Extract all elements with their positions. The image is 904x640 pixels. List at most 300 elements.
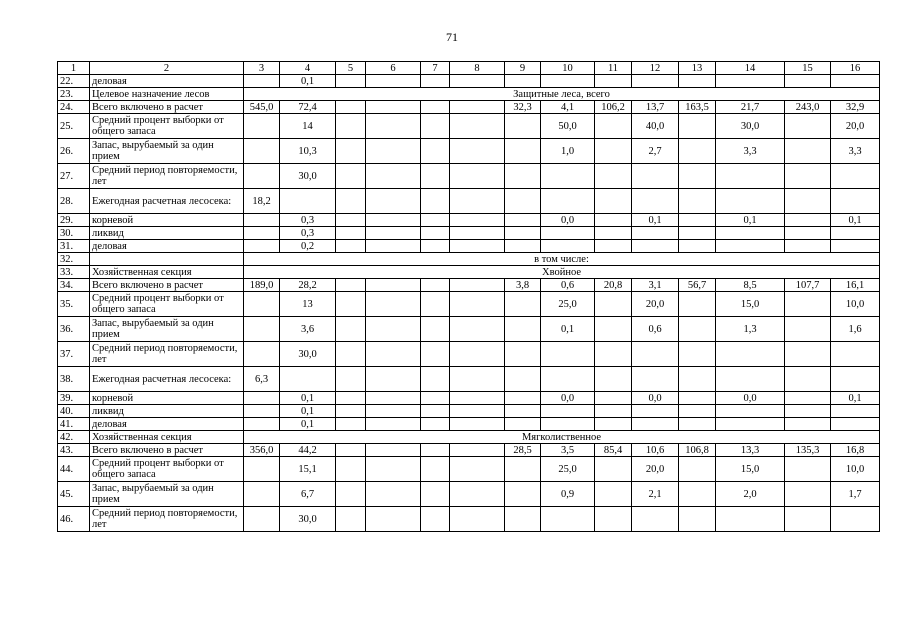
table-cell bbox=[421, 292, 450, 317]
table-cell: 20,0 bbox=[632, 457, 679, 482]
table-cell bbox=[336, 482, 366, 507]
row-label: Запас, вырубаемый за один прием bbox=[90, 139, 244, 164]
column-header: 1 bbox=[58, 62, 90, 75]
table-cell bbox=[421, 507, 450, 532]
table-row bbox=[58, 431, 880, 444]
row-label: Хозяйственная секция bbox=[90, 431, 244, 444]
table-cell bbox=[244, 392, 280, 405]
section-heading: Защитные леса, всего bbox=[244, 88, 880, 101]
table-cell bbox=[336, 114, 366, 139]
table-cell bbox=[541, 164, 595, 189]
row-label: Целевое назначение лесов bbox=[90, 88, 244, 101]
table-cell bbox=[595, 482, 632, 507]
table-cell bbox=[716, 507, 785, 532]
table-cell bbox=[785, 114, 831, 139]
table-cell: 1,3 bbox=[716, 317, 785, 342]
row-label bbox=[90, 253, 244, 266]
table-cell: 0,3 bbox=[280, 214, 336, 227]
table-cell bbox=[595, 317, 632, 342]
table-cell bbox=[541, 75, 595, 88]
table-cell: 3,3 bbox=[716, 139, 785, 164]
table-cell bbox=[336, 457, 366, 482]
table-cell bbox=[831, 240, 880, 253]
table-cell: 20,8 bbox=[595, 279, 632, 292]
table-cell: 0,0 bbox=[541, 214, 595, 227]
table-cell bbox=[336, 392, 366, 405]
table-cell bbox=[336, 405, 366, 418]
table-cell bbox=[450, 482, 505, 507]
table-cell bbox=[336, 164, 366, 189]
table-cell bbox=[244, 317, 280, 342]
table-cell bbox=[505, 114, 541, 139]
table-cell bbox=[421, 75, 450, 88]
table-cell bbox=[505, 342, 541, 367]
table-cell bbox=[505, 507, 541, 532]
row-number: 38. bbox=[58, 367, 90, 392]
table-cell bbox=[785, 292, 831, 317]
table-cell bbox=[679, 75, 716, 88]
column-header: 2 bbox=[90, 62, 244, 75]
table-cell bbox=[244, 75, 280, 88]
table-cell bbox=[716, 418, 785, 431]
table-cell: 21,7 bbox=[716, 101, 785, 114]
table-cell bbox=[336, 444, 366, 457]
table-cell bbox=[505, 139, 541, 164]
table-cell bbox=[541, 507, 595, 532]
table-cell bbox=[421, 444, 450, 457]
row-number: 31. bbox=[58, 240, 90, 253]
table-cell bbox=[244, 227, 280, 240]
table-cell bbox=[450, 457, 505, 482]
table-cell bbox=[366, 214, 421, 227]
row-number: 39. bbox=[58, 392, 90, 405]
table-cell bbox=[632, 342, 679, 367]
row-number: 45. bbox=[58, 482, 90, 507]
table-cell bbox=[450, 114, 505, 139]
table-cell bbox=[450, 342, 505, 367]
section-heading: в том числе: bbox=[244, 253, 880, 266]
table-row bbox=[58, 392, 880, 405]
row-label: Средний период повторяемости, лет bbox=[90, 342, 244, 367]
table-cell: 0,0 bbox=[541, 392, 595, 405]
table-cell: 25,0 bbox=[541, 292, 595, 317]
table-cell: 6,7 bbox=[280, 482, 336, 507]
table-cell bbox=[366, 139, 421, 164]
section-heading: Мягколиственное bbox=[244, 431, 880, 444]
column-header: 9 bbox=[505, 62, 541, 75]
column-header: 15 bbox=[785, 62, 831, 75]
table-cell: 15,0 bbox=[716, 457, 785, 482]
row-label: деловая bbox=[90, 418, 244, 431]
table-cell: 56,7 bbox=[679, 279, 716, 292]
table-cell bbox=[785, 342, 831, 367]
table-cell bbox=[785, 240, 831, 253]
table-cell bbox=[421, 418, 450, 431]
row-label: Ежегодная расчетная лесосека: bbox=[90, 189, 244, 214]
row-number: 42. bbox=[58, 431, 90, 444]
table-cell bbox=[632, 240, 679, 253]
row-number: 28. bbox=[58, 189, 90, 214]
row-number: 36. bbox=[58, 317, 90, 342]
table-cell bbox=[244, 214, 280, 227]
table-cell: 10,0 bbox=[831, 457, 880, 482]
table-cell bbox=[716, 227, 785, 240]
table-cell: 13,7 bbox=[632, 101, 679, 114]
row-number: 22. bbox=[58, 75, 90, 88]
table-cell bbox=[831, 189, 880, 214]
table-cell: 16,1 bbox=[831, 279, 880, 292]
table-cell bbox=[421, 342, 450, 367]
table-cell bbox=[505, 164, 541, 189]
table-cell bbox=[244, 457, 280, 482]
table-cell bbox=[421, 227, 450, 240]
table-cell: 6,3 bbox=[244, 367, 280, 392]
table-cell bbox=[679, 189, 716, 214]
row-label: деловая bbox=[90, 240, 244, 253]
table-cell bbox=[366, 164, 421, 189]
row-label: корневой bbox=[90, 392, 244, 405]
table-cell bbox=[450, 214, 505, 227]
table-cell: 85,4 bbox=[595, 444, 632, 457]
table-row bbox=[58, 266, 880, 279]
row-label: Средний период повторяемости, лет bbox=[90, 507, 244, 532]
table-cell bbox=[336, 367, 366, 392]
row-number: 27. bbox=[58, 164, 90, 189]
table-row bbox=[58, 292, 880, 317]
table-cell: 0,1 bbox=[716, 214, 785, 227]
table-cell bbox=[244, 418, 280, 431]
table-cell bbox=[366, 189, 421, 214]
row-number: 29. bbox=[58, 214, 90, 227]
table-cell: 20,0 bbox=[831, 114, 880, 139]
table-cell: 15,1 bbox=[280, 457, 336, 482]
table-cell bbox=[595, 457, 632, 482]
table-cell bbox=[421, 405, 450, 418]
table-cell bbox=[716, 75, 785, 88]
table-cell bbox=[244, 292, 280, 317]
row-number: 34. bbox=[58, 279, 90, 292]
table-cell bbox=[421, 240, 450, 253]
table-cell: 356,0 bbox=[244, 444, 280, 457]
table-cell: 30,0 bbox=[716, 114, 785, 139]
table-cell bbox=[831, 164, 880, 189]
table-cell: 0,1 bbox=[632, 214, 679, 227]
table-cell bbox=[280, 367, 336, 392]
table-cell bbox=[716, 164, 785, 189]
table-cell bbox=[421, 114, 450, 139]
table-cell: 2,7 bbox=[632, 139, 679, 164]
table-cell bbox=[632, 75, 679, 88]
table-row bbox=[58, 482, 880, 507]
table-cell bbox=[366, 101, 421, 114]
table-row bbox=[58, 342, 880, 367]
table-cell bbox=[716, 189, 785, 214]
table-row bbox=[58, 418, 880, 431]
row-label: Запас, вырубаемый за один прием bbox=[90, 317, 244, 342]
table-cell bbox=[505, 405, 541, 418]
table-cell: 30,0 bbox=[280, 342, 336, 367]
table-cell bbox=[785, 164, 831, 189]
table-cell bbox=[366, 342, 421, 367]
table-cell bbox=[679, 227, 716, 240]
row-label: деловая bbox=[90, 75, 244, 88]
row-label: ликвид bbox=[90, 227, 244, 240]
table-cell bbox=[679, 114, 716, 139]
table-cell bbox=[541, 418, 595, 431]
table-cell bbox=[366, 418, 421, 431]
table-cell: 0,1 bbox=[541, 317, 595, 342]
table-cell: 106,2 bbox=[595, 101, 632, 114]
table-cell bbox=[716, 240, 785, 253]
table-cell: 1,6 bbox=[831, 317, 880, 342]
row-number: 33. bbox=[58, 266, 90, 279]
table-cell: 0,9 bbox=[541, 482, 595, 507]
table-cell bbox=[366, 405, 421, 418]
table-cell bbox=[450, 240, 505, 253]
table-cell: 10,6 bbox=[632, 444, 679, 457]
table-cell bbox=[595, 227, 632, 240]
table-cell bbox=[831, 367, 880, 392]
table-cell bbox=[450, 367, 505, 392]
table-cell: 3,5 bbox=[541, 444, 595, 457]
table-cell bbox=[421, 164, 450, 189]
table-row bbox=[58, 88, 880, 101]
table-cell bbox=[679, 405, 716, 418]
row-label: Ежегодная расчетная лесосека: bbox=[90, 367, 244, 392]
table-cell: 3,1 bbox=[632, 279, 679, 292]
table-row bbox=[58, 227, 880, 240]
table-cell bbox=[366, 292, 421, 317]
table-cell bbox=[366, 457, 421, 482]
table-cell bbox=[505, 240, 541, 253]
table-cell bbox=[450, 418, 505, 431]
table-cell bbox=[785, 507, 831, 532]
table-cell bbox=[679, 240, 716, 253]
table-cell bbox=[785, 189, 831, 214]
table-cell bbox=[366, 367, 421, 392]
table-cell bbox=[421, 317, 450, 342]
table-cell bbox=[716, 367, 785, 392]
table-cell: 163,5 bbox=[679, 101, 716, 114]
table-cell bbox=[679, 482, 716, 507]
row-label: Всего включено в расчет bbox=[90, 101, 244, 114]
table-cell bbox=[716, 405, 785, 418]
table-cell bbox=[450, 392, 505, 405]
table-cell: 32,3 bbox=[505, 101, 541, 114]
table-cell bbox=[632, 405, 679, 418]
row-label: Средний период повторяемости, лет bbox=[90, 164, 244, 189]
table-cell bbox=[450, 507, 505, 532]
table-cell: 3,3 bbox=[831, 139, 880, 164]
table-cell: 14 bbox=[280, 114, 336, 139]
table-cell bbox=[336, 418, 366, 431]
row-label: Хозяйственная секция bbox=[90, 266, 244, 279]
table-cell bbox=[541, 342, 595, 367]
table-row bbox=[58, 75, 880, 88]
table-row bbox=[58, 139, 880, 164]
table-cell bbox=[336, 279, 366, 292]
table-cell: 0,1 bbox=[280, 405, 336, 418]
table-cell bbox=[450, 164, 505, 189]
table-cell: 20,0 bbox=[632, 292, 679, 317]
table-cell bbox=[336, 101, 366, 114]
table-cell bbox=[505, 482, 541, 507]
table-row bbox=[58, 253, 880, 266]
table-row bbox=[58, 317, 880, 342]
row-label: Средний процент выборки от общего запаса bbox=[90, 457, 244, 482]
table-cell: 30,0 bbox=[280, 164, 336, 189]
column-header: 5 bbox=[336, 62, 366, 75]
table-cell: 0,1 bbox=[831, 392, 880, 405]
table-cell bbox=[366, 507, 421, 532]
table-cell bbox=[450, 292, 505, 317]
table-cell bbox=[421, 101, 450, 114]
table-cell bbox=[831, 507, 880, 532]
table-cell bbox=[505, 292, 541, 317]
table-cell bbox=[831, 405, 880, 418]
table-cell: 13 bbox=[280, 292, 336, 317]
table-cell bbox=[505, 317, 541, 342]
table-cell: 4,1 bbox=[541, 101, 595, 114]
table-cell bbox=[595, 164, 632, 189]
table-cell: 32,9 bbox=[831, 101, 880, 114]
table-cell bbox=[421, 214, 450, 227]
row-number: 30. bbox=[58, 227, 90, 240]
table-cell: 1,0 bbox=[541, 139, 595, 164]
table-row bbox=[58, 279, 880, 292]
table-cell bbox=[831, 75, 880, 88]
table-cell bbox=[831, 342, 880, 367]
table-cell: 2,1 bbox=[632, 482, 679, 507]
table-cell bbox=[450, 444, 505, 457]
table-cell bbox=[421, 367, 450, 392]
table-cell bbox=[785, 227, 831, 240]
section-heading: Хвойное bbox=[244, 266, 880, 279]
forest-calculation-table bbox=[57, 61, 880, 532]
table-cell bbox=[280, 189, 336, 214]
table-cell bbox=[450, 189, 505, 214]
table-row bbox=[58, 507, 880, 532]
table-cell bbox=[679, 342, 716, 367]
table-cell bbox=[366, 392, 421, 405]
row-number: 32. bbox=[58, 253, 90, 266]
table-cell bbox=[595, 392, 632, 405]
table-cell bbox=[632, 507, 679, 532]
column-header: 13 bbox=[679, 62, 716, 75]
column-header: 7 bbox=[421, 62, 450, 75]
table-cell bbox=[541, 189, 595, 214]
row-number: 25. bbox=[58, 114, 90, 139]
table-row bbox=[58, 214, 880, 227]
table-cell bbox=[679, 418, 716, 431]
table-cell bbox=[785, 457, 831, 482]
row-label: ликвид bbox=[90, 405, 244, 418]
table-cell bbox=[450, 139, 505, 164]
table-cell bbox=[595, 342, 632, 367]
table-cell: 16,8 bbox=[831, 444, 880, 457]
table-cell bbox=[421, 482, 450, 507]
table-cell bbox=[450, 317, 505, 342]
row-number: 37. bbox=[58, 342, 90, 367]
table-cell bbox=[505, 367, 541, 392]
column-header: 10 bbox=[541, 62, 595, 75]
table-cell bbox=[595, 139, 632, 164]
column-header: 4 bbox=[280, 62, 336, 75]
table-cell bbox=[421, 189, 450, 214]
table-cell bbox=[336, 317, 366, 342]
row-label: Запас, вырубаемый за один прием bbox=[90, 482, 244, 507]
table-cell bbox=[244, 139, 280, 164]
table-cell bbox=[450, 227, 505, 240]
table-row bbox=[58, 367, 880, 392]
table-cell bbox=[632, 367, 679, 392]
table-cell bbox=[421, 139, 450, 164]
column-header: 12 bbox=[632, 62, 679, 75]
table-cell bbox=[632, 164, 679, 189]
column-header: 6 bbox=[366, 62, 421, 75]
table-cell: 28,5 bbox=[505, 444, 541, 457]
table-cell bbox=[450, 405, 505, 418]
table-cell bbox=[595, 240, 632, 253]
table-cell bbox=[336, 75, 366, 88]
table-cell bbox=[450, 75, 505, 88]
table-cell bbox=[679, 317, 716, 342]
table-cell bbox=[505, 227, 541, 240]
table-cell: 106,8 bbox=[679, 444, 716, 457]
column-header: 16 bbox=[831, 62, 880, 75]
table-cell bbox=[679, 292, 716, 317]
table-cell: 0,1 bbox=[280, 392, 336, 405]
table-cell bbox=[541, 240, 595, 253]
table-row bbox=[58, 164, 880, 189]
table-cell: 40,0 bbox=[632, 114, 679, 139]
row-number: 24. bbox=[58, 101, 90, 114]
table-cell bbox=[336, 214, 366, 227]
table-header-row bbox=[58, 62, 880, 75]
table-cell bbox=[244, 405, 280, 418]
row-number: 35. bbox=[58, 292, 90, 317]
table-cell: 3,6 bbox=[280, 317, 336, 342]
table-cell bbox=[244, 507, 280, 532]
row-number: 43. bbox=[58, 444, 90, 457]
table-cell: 25,0 bbox=[541, 457, 595, 482]
table-cell bbox=[541, 367, 595, 392]
table-cell bbox=[421, 457, 450, 482]
table-cell bbox=[505, 392, 541, 405]
table-cell bbox=[421, 392, 450, 405]
table-cell: 50,0 bbox=[541, 114, 595, 139]
table-cell bbox=[785, 139, 831, 164]
table-cell bbox=[366, 279, 421, 292]
table-row bbox=[58, 405, 880, 418]
table-cell bbox=[505, 418, 541, 431]
row-number: 26. bbox=[58, 139, 90, 164]
table-cell bbox=[336, 189, 366, 214]
table-cell bbox=[595, 114, 632, 139]
table-cell bbox=[366, 482, 421, 507]
table-cell: 243,0 bbox=[785, 101, 831, 114]
table-cell bbox=[785, 405, 831, 418]
table-cell bbox=[679, 367, 716, 392]
table-row bbox=[58, 189, 880, 214]
table-cell bbox=[244, 164, 280, 189]
table-cell bbox=[595, 405, 632, 418]
table-cell bbox=[595, 75, 632, 88]
column-header: 8 bbox=[450, 62, 505, 75]
table-cell bbox=[785, 75, 831, 88]
table-cell bbox=[336, 240, 366, 253]
table-cell: 0,1 bbox=[280, 75, 336, 88]
